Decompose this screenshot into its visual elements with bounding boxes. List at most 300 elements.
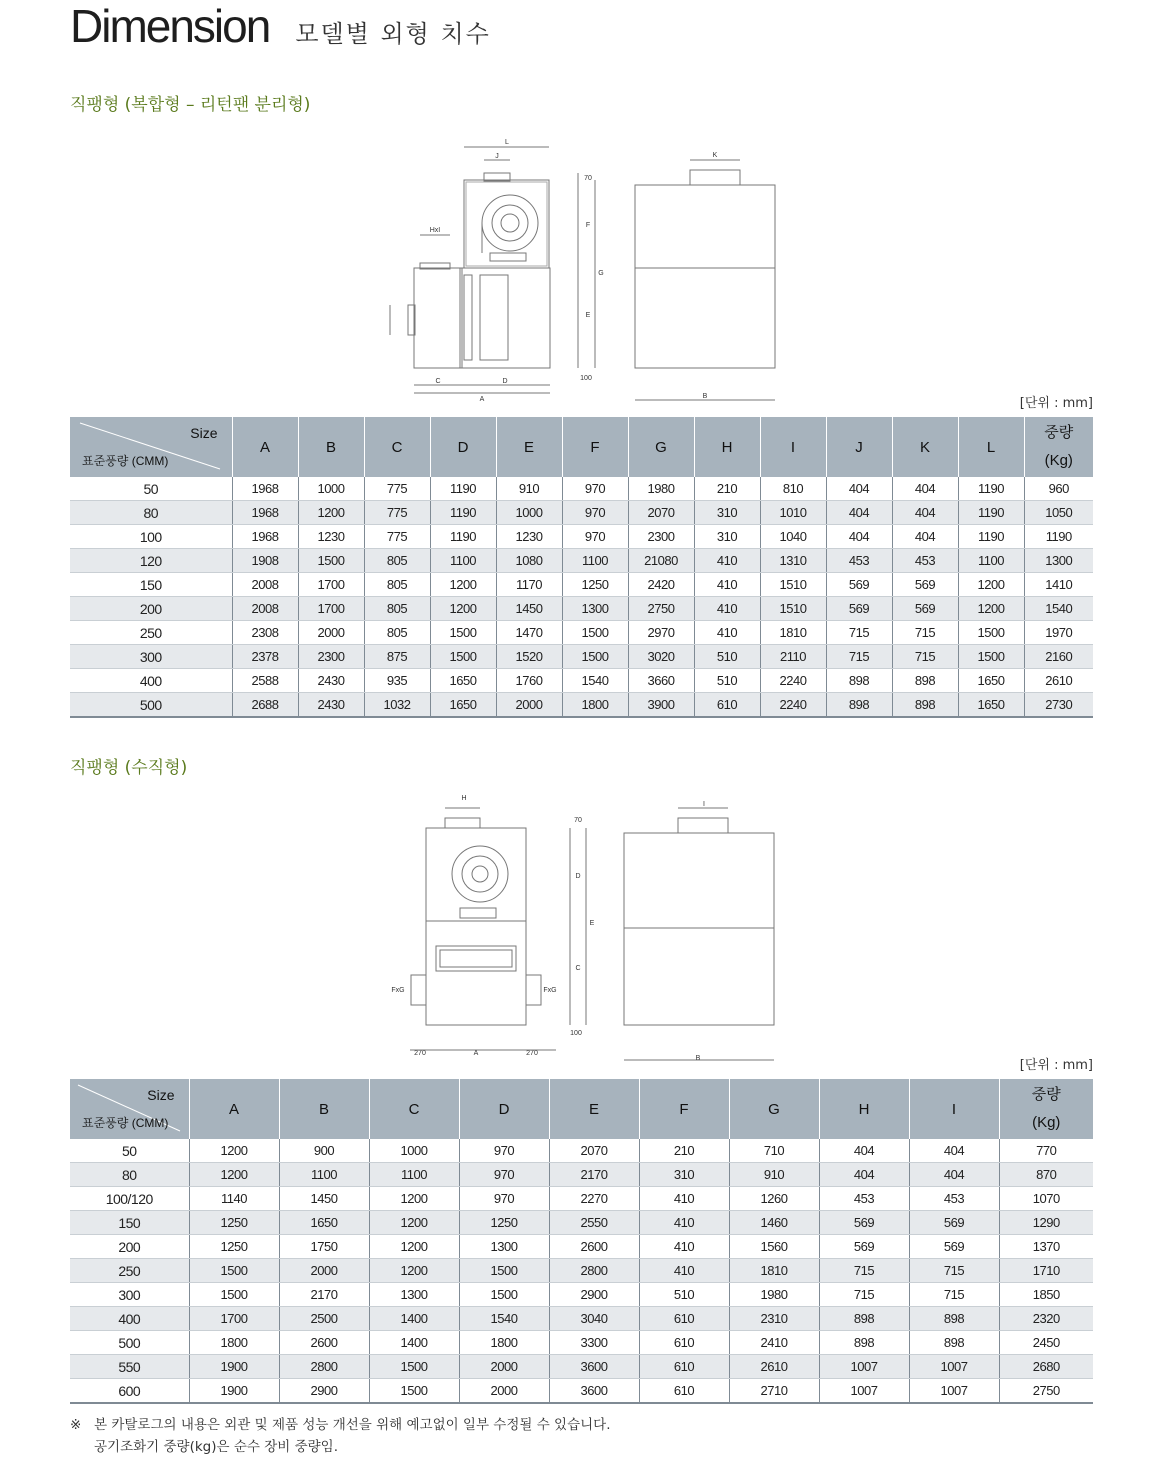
table-cell: 1500 [189,1283,279,1307]
table-cell: 2000 [459,1355,549,1379]
table-cell: 410 [694,621,760,645]
table-cell: 1810 [760,621,826,645]
table-cell: 805 [364,573,430,597]
cmm-label: 표준풍량 (CMM) [82,1116,169,1130]
cmm-cell: 150 [70,1211,189,1235]
cmm-cell: 50 [70,1139,189,1163]
table-cell: 770 [999,1139,1093,1163]
table-cell: 610 [639,1307,729,1331]
table-cell: 970 [562,501,628,525]
v-dim-270-left: 270 [414,1050,426,1057]
table-cell: 970 [459,1187,549,1211]
table-cell: 898 [819,1331,909,1355]
table-cell: 2300 [628,525,694,549]
table-cell: 404 [892,501,958,525]
table-row [70,693,1093,718]
v-dim-FxG-right: FxG [543,987,557,994]
table-row [70,477,1093,501]
table-cell: 1230 [298,525,364,549]
table-cell: 1310 [760,549,826,573]
table-cell: 2008 [232,573,298,597]
table-cell: 2170 [279,1283,369,1307]
table-cell: 1970 [1024,621,1093,645]
table-cell: 2970 [628,621,694,645]
section1-diagram [360,135,800,405]
table-cell: 2378 [232,645,298,669]
table-cell: 1190 [430,501,496,525]
table-cell: 569 [826,597,892,621]
table-cell: 2900 [279,1379,369,1404]
table-cell: 775 [364,477,430,501]
table-cell: 2450 [999,1331,1093,1355]
table-cell: 970 [562,477,628,501]
section1-unit: [단위 : mm] [1019,396,1093,411]
table-cell: 453 [819,1187,909,1211]
table-cell: 2800 [549,1259,639,1283]
section2-title: 직팽형 (수직형) [70,758,188,778]
table-cell: 715 [909,1259,999,1283]
table-cell: 715 [892,645,958,669]
table-cell: 1540 [1024,597,1093,621]
table-cell: 898 [826,693,892,718]
table-cell: 1200 [298,501,364,525]
table-cell: 510 [694,645,760,669]
dim-HxI: HxI [429,227,441,234]
table-cell: 1560 [729,1235,819,1259]
table-cell: 1650 [279,1211,369,1235]
table-cell: 1250 [459,1211,549,1235]
dim-F: F [585,222,591,229]
table-cell: 970 [459,1139,549,1163]
table-row [70,1259,1093,1283]
table-cell: 1300 [369,1283,459,1307]
table-row [70,1331,1093,1355]
table-row [70,1187,1093,1211]
table-cell: 715 [826,621,892,645]
table-cell: 2310 [729,1307,819,1331]
table-cell: 1980 [729,1283,819,1307]
table-cell: 1010 [760,501,826,525]
table-cell: 2320 [999,1307,1093,1331]
table-cell: 1500 [562,645,628,669]
table-cell: 1500 [430,621,496,645]
table-cell: 1190 [958,525,1024,549]
table-cell: 404 [819,1163,909,1187]
table-cell: 2600 [279,1331,369,1355]
table-cell: 960 [1024,477,1093,501]
table-cell: 1760 [496,669,562,693]
table-cell: 1300 [1024,549,1093,573]
cmm-cell: 400 [70,1307,189,1331]
cmm-cell: 600 [70,1379,189,1404]
v-dim-A: A [473,1050,479,1057]
table-cell: 610 [639,1355,729,1379]
table-cell: 2430 [298,693,364,718]
table-cell: 1500 [459,1259,549,1283]
cmm-cell: 100/120 [70,1187,189,1211]
table-cell: 910 [729,1163,819,1187]
table-cell: 1500 [430,645,496,669]
table-cell: 1007 [909,1379,999,1404]
table-cell: 2000 [496,693,562,718]
table-cell: 1200 [958,597,1024,621]
v-dim-B: B [695,1055,701,1062]
table-cell: 210 [639,1139,729,1163]
dim-A: A [479,396,485,403]
table-cell: 935 [364,669,430,693]
table-cell: 1400 [369,1331,459,1355]
table-cell: 1250 [189,1235,279,1259]
table-cell: 310 [639,1163,729,1187]
table-cell: 2000 [298,621,364,645]
table-cell: 1900 [189,1379,279,1404]
table-cell: 2680 [999,1355,1093,1379]
v-dim-H: H [461,795,467,802]
table-cell: 1250 [189,1211,279,1235]
table-cell: 898 [826,669,892,693]
note-mark: ※ [70,1417,82,1433]
table-cell: 1100 [369,1163,459,1187]
dim-C: C [435,378,441,385]
table-cell: 2610 [729,1355,819,1379]
size-label: Size [147,1087,175,1103]
column-header-B: B [279,1079,369,1139]
table-cell: 1650 [430,669,496,693]
table-cell: 569 [892,597,958,621]
cmm-cell: 250 [70,621,232,645]
table-cell: 569 [909,1235,999,1259]
table-cell: 1540 [562,669,628,693]
table-cell: 1800 [562,693,628,718]
column-header-E: E [496,417,562,477]
table-cell: 1200 [369,1187,459,1211]
table-cell: 404 [826,525,892,549]
table-cell: 775 [364,525,430,549]
dim-E: E [585,312,591,319]
table-cell: 1070 [999,1187,1093,1211]
table-cell: 453 [826,549,892,573]
table-cell: 1500 [369,1355,459,1379]
table-cell: 715 [819,1283,909,1307]
table-cell: 1007 [819,1355,909,1379]
column-header-weight [1024,417,1093,477]
section2-diagram [380,790,800,1070]
table-row [70,621,1093,645]
dim-B: B [702,393,708,400]
table-cell: 1230 [496,525,562,549]
title-korean: 모델별 외형 치수 [295,20,491,48]
table-cell: 1000 [369,1139,459,1163]
dim-D: D [502,378,508,385]
table-cell: 2070 [549,1139,639,1163]
table-cell: 453 [909,1187,999,1211]
table-cell: 1170 [496,573,562,597]
table-cell: 569 [826,573,892,597]
weight-label: 중량 [1031,1086,1061,1103]
column-header-G: G [729,1079,819,1139]
table-cell: 1000 [298,477,364,501]
cmm-cell: 300 [70,1283,189,1307]
table-cell: 1500 [958,621,1024,645]
table-cell: 1520 [496,645,562,669]
cmm-label: 표준풍량 (CMM) [82,454,169,468]
table-cell: 2240 [760,693,826,718]
table-cell: 569 [892,573,958,597]
table-cell: 610 [694,693,760,718]
cmm-cell: 150 [70,573,232,597]
v-dim-270-right: 270 [526,1050,538,1057]
table-cell: 1370 [999,1235,1093,1259]
table-cell: 1100 [430,549,496,573]
table-cell: 2750 [999,1379,1093,1404]
column-header-I: I [909,1079,999,1139]
cmm-cell: 100 [70,525,232,549]
v-dim-FxG-left: FxG [391,987,405,994]
dim-G: G [598,270,604,277]
v-dim-I: I [703,801,705,808]
table-cell: 2308 [232,621,298,645]
column-header-H: H [819,1079,909,1139]
section2-unit: [단위 : mm] [1019,1058,1093,1073]
table-cell: 1500 [958,645,1024,669]
table-cell: 1968 [232,477,298,501]
table-cell: 410 [694,549,760,573]
table-cell: 2300 [298,645,364,669]
table-cell: 610 [639,1379,729,1404]
table-cell: 410 [639,1259,729,1283]
table-row [70,501,1093,525]
table-cell: 1650 [958,669,1024,693]
table-row [70,1139,1093,1163]
table-cell: 1450 [279,1187,369,1211]
table-cell: 453 [892,549,958,573]
table-cell: 1700 [189,1307,279,1331]
table-cell: 2070 [628,501,694,525]
column-header-F: F [639,1079,729,1139]
table-cell: 1040 [760,525,826,549]
cmm-cell: 250 [70,1259,189,1283]
size-cmm-header [70,1079,189,1139]
table-row [70,1211,1093,1235]
table-cell: 510 [694,669,760,693]
table-row [70,597,1093,621]
table-cell: 1500 [298,549,364,573]
table-cell: 569 [909,1211,999,1235]
table-cell: 1100 [562,549,628,573]
table-cell: 1290 [999,1211,1093,1235]
table-cell: 1540 [459,1307,549,1331]
table-cell: 2008 [232,597,298,621]
column-header-G: G [628,417,694,477]
table-row [70,1307,1093,1331]
table-cell: 2110 [760,645,826,669]
column-header-A: A [232,417,298,477]
table-cell: 1800 [459,1331,549,1355]
page-title [70,0,491,60]
table-cell: 310 [694,525,760,549]
v-dim-E: E [589,920,595,927]
table-row [70,1163,1093,1187]
table-cell: 1850 [999,1283,1093,1307]
table-cell: 1500 [369,1379,459,1404]
table-cell: 810 [760,477,826,501]
table-cell: 1200 [369,1259,459,1283]
table-cell: 410 [639,1211,729,1235]
table-cell: 2410 [729,1331,819,1355]
table-cell: 875 [364,645,430,669]
column-header-F: F [562,417,628,477]
table-cell: 1190 [430,525,496,549]
v-dim-70: 70 [574,817,582,824]
table-cell: 1250 [562,573,628,597]
table-cell: 404 [892,477,958,501]
dim-70: 70 [584,175,592,182]
cmm-cell: 300 [70,645,232,669]
table-row [70,1283,1093,1307]
table-cell: 569 [819,1235,909,1259]
table-cell: 2000 [279,1259,369,1283]
v-dim-D: D [575,873,581,880]
column-header-D: D [430,417,496,477]
column-header-L: L [958,417,1024,477]
table-cell: 3020 [628,645,694,669]
table-cell: 410 [694,573,760,597]
table-cell: 2160 [1024,645,1093,669]
table-cell: 1080 [496,549,562,573]
table-cell: 775 [364,501,430,525]
section1-table [70,417,1093,718]
table-cell: 1300 [459,1235,549,1259]
v-dim-C: C [575,965,581,972]
size-label: Size [190,425,218,441]
table-row [70,549,1093,573]
table-cell: 2900 [549,1283,639,1307]
table-cell: 1300 [562,597,628,621]
table-cell: 1200 [430,573,496,597]
column-header-I: I [760,417,826,477]
table-cell: 210 [694,477,760,501]
table-cell: 2730 [1024,693,1093,718]
table-cell: 1007 [819,1379,909,1404]
table-cell: 410 [639,1187,729,1211]
table-cell: 404 [819,1139,909,1163]
size-cmm-header [70,417,232,477]
table-cell: 900 [279,1139,369,1163]
table-cell: 1050 [1024,501,1093,525]
table-cell: 310 [694,501,760,525]
v-dim-100: 100 [570,1030,582,1037]
weight-label: 중량 [1044,424,1074,441]
table-cell: 715 [892,621,958,645]
table-cell: 1900 [189,1355,279,1379]
table-cell: 1500 [562,621,628,645]
table-cell: 898 [892,693,958,718]
table-cell: 3900 [628,693,694,718]
title-english: Dimension [70,0,270,52]
table-row [70,525,1093,549]
cmm-cell: 50 [70,477,232,501]
table-cell: 2420 [628,573,694,597]
table-cell: 3040 [549,1307,639,1331]
table-cell: 1800 [189,1331,279,1355]
table-cell: 1260 [729,1187,819,1211]
table-cell: 805 [364,597,430,621]
table-cell: 1200 [430,597,496,621]
table-cell: 1190 [1024,525,1093,549]
footnote [70,1414,611,1458]
table-cell: 2750 [628,597,694,621]
table-cell: 715 [826,645,892,669]
table-cell: 910 [496,477,562,501]
table-cell: 898 [819,1307,909,1331]
table-cell: 1200 [369,1211,459,1235]
note-line-2: 공기조화기 중량(kg)은 순수 장비 중량임. [94,1439,338,1455]
table-cell: 898 [909,1307,999,1331]
table-cell: 404 [826,501,892,525]
table-cell: 2170 [549,1163,639,1187]
cmm-cell: 500 [70,693,232,718]
table-cell: 2688 [232,693,298,718]
table-cell: 1200 [369,1235,459,1259]
weight-unit-label: (Kg) [1044,452,1073,469]
table-cell: 1007 [909,1355,999,1379]
table-cell: 1650 [430,693,496,718]
table-cell: 2710 [729,1379,819,1404]
table-cell: 1500 [459,1283,549,1307]
table-cell: 1200 [958,573,1024,597]
table-cell: 710 [729,1139,819,1163]
section2-table [70,1079,1093,1404]
table-cell: 1510 [760,597,826,621]
table-cell: 1500 [189,1259,279,1283]
cmm-cell: 200 [70,1235,189,1259]
table-row [70,573,1093,597]
note-line-1: 본 카탈로그의 내용은 외관 및 제품 성능 개선을 위해 예고없이 일부 수정될 수 있습니다. [94,1417,611,1433]
table-cell: 404 [909,1139,999,1163]
table-cell: 1400 [369,1307,459,1331]
table-cell: 805 [364,549,430,573]
table-cell: 1140 [189,1187,279,1211]
table-cell: 870 [999,1163,1093,1187]
column-header-B: B [298,417,364,477]
table-cell: 610 [639,1331,729,1355]
section1-title: 직팽형 (복합형 – 리턴팬 분리형) [70,95,311,115]
table-cell: 21080 [628,549,694,573]
cmm-cell: 200 [70,597,232,621]
table-cell: 898 [909,1331,999,1355]
table-cell: 1410 [1024,573,1093,597]
cmm-cell: 80 [70,501,232,525]
column-header-K: K [892,417,958,477]
table-cell: 1700 [298,597,364,621]
table-row [70,645,1093,669]
table-cell: 1968 [232,501,298,525]
table-cell: 1000 [496,501,562,525]
table-cell: 1470 [496,621,562,645]
table-cell: 3600 [549,1355,639,1379]
dim-K: K [712,152,718,159]
table-cell: 1200 [189,1139,279,1163]
table-cell: 1100 [958,549,1024,573]
table-cell: 2610 [1024,669,1093,693]
column-header-C: C [369,1079,459,1139]
column-header-weight [999,1079,1093,1139]
table-cell: 1968 [232,525,298,549]
cmm-cell: 400 [70,669,232,693]
table-row [70,669,1093,693]
table-cell: 410 [694,597,760,621]
table-cell: 510 [639,1283,729,1307]
